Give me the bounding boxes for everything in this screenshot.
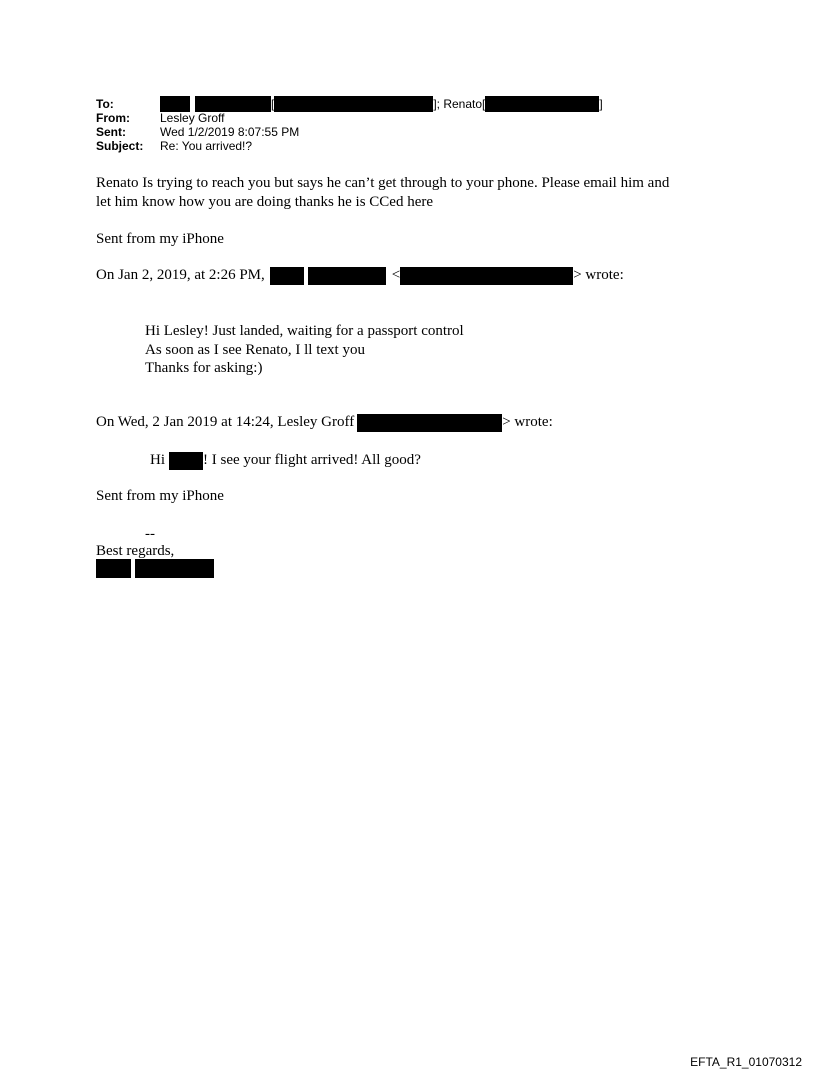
redaction-block [195, 96, 271, 112]
hi-line [150, 451, 421, 470]
quote1-prefix: On Jan 2, 2019, at 2:26 PM, [96, 267, 265, 283]
to-bracket-open: [ [271, 97, 275, 111]
redaction-block [400, 267, 573, 285]
redaction-block [169, 452, 203, 470]
best-regards: Best regards, [96, 543, 175, 559]
sent-from-iphone-1: Sent from my iPhone [96, 231, 224, 247]
sent-row [96, 125, 603, 139]
subject-value: Re: You arrived!? [160, 139, 253, 153]
from-row [96, 111, 603, 125]
to-row [96, 97, 603, 111]
quote2-prefix: On Wed, 2 Jan 2019 at 14:24, Lesley Groff [96, 414, 355, 430]
redaction-block [270, 267, 304, 285]
hi-suffix: ! I see your flight arrived! All good? [203, 452, 421, 468]
hi-prefix: Hi [150, 452, 165, 468]
to-label: To: [96, 97, 114, 111]
sent-label: Sent: [96, 125, 126, 139]
redaction-block [308, 267, 386, 285]
redaction-block [160, 96, 190, 112]
reply-line-2: As soon as I see Renato, I ll text you [145, 342, 365, 358]
quote2-suffix: > wrote: [502, 414, 553, 430]
from-label: From: [96, 111, 130, 125]
email-header [96, 97, 603, 153]
reply-line-1: Hi Lesley! Just landed, waiting for a passport control [145, 323, 464, 339]
to-end-bracket: ] [599, 97, 603, 111]
quote1-suffix: > wrote: [573, 267, 624, 283]
quote-attribution-2 [96, 413, 553, 432]
redaction-block [357, 414, 502, 432]
to-bracket-close: ]; Renato[ [433, 97, 486, 111]
from-value: Lesley Groff [160, 111, 225, 125]
redaction-block [96, 559, 131, 578]
quote-attribution-1 [96, 266, 624, 285]
subject-row [96, 139, 603, 153]
sent-value: Wed 1/2/2019 8:07:55 PM [160, 125, 300, 139]
redaction-block [485, 96, 599, 112]
redaction-block [135, 559, 214, 578]
reply-line-3: Thanks for asking:) [145, 360, 263, 376]
signature-dashes: -- [145, 526, 155, 542]
subject-label: Subject: [96, 139, 144, 153]
signature-redaction [96, 559, 214, 578]
redaction-block [274, 96, 433, 112]
sent-from-iphone-2: Sent from my iPhone [96, 488, 224, 504]
quote1-lt: < [391, 267, 401, 283]
body-paragraph-line-2: let him know how you are doing thanks he is CCed here [96, 194, 434, 210]
document-id: EFTA_R1_01070312 [690, 1055, 802, 1069]
body-paragraph-line-1: Renato Is trying to reach you but says he can’t get through to your phone. Please email him and [96, 175, 670, 191]
